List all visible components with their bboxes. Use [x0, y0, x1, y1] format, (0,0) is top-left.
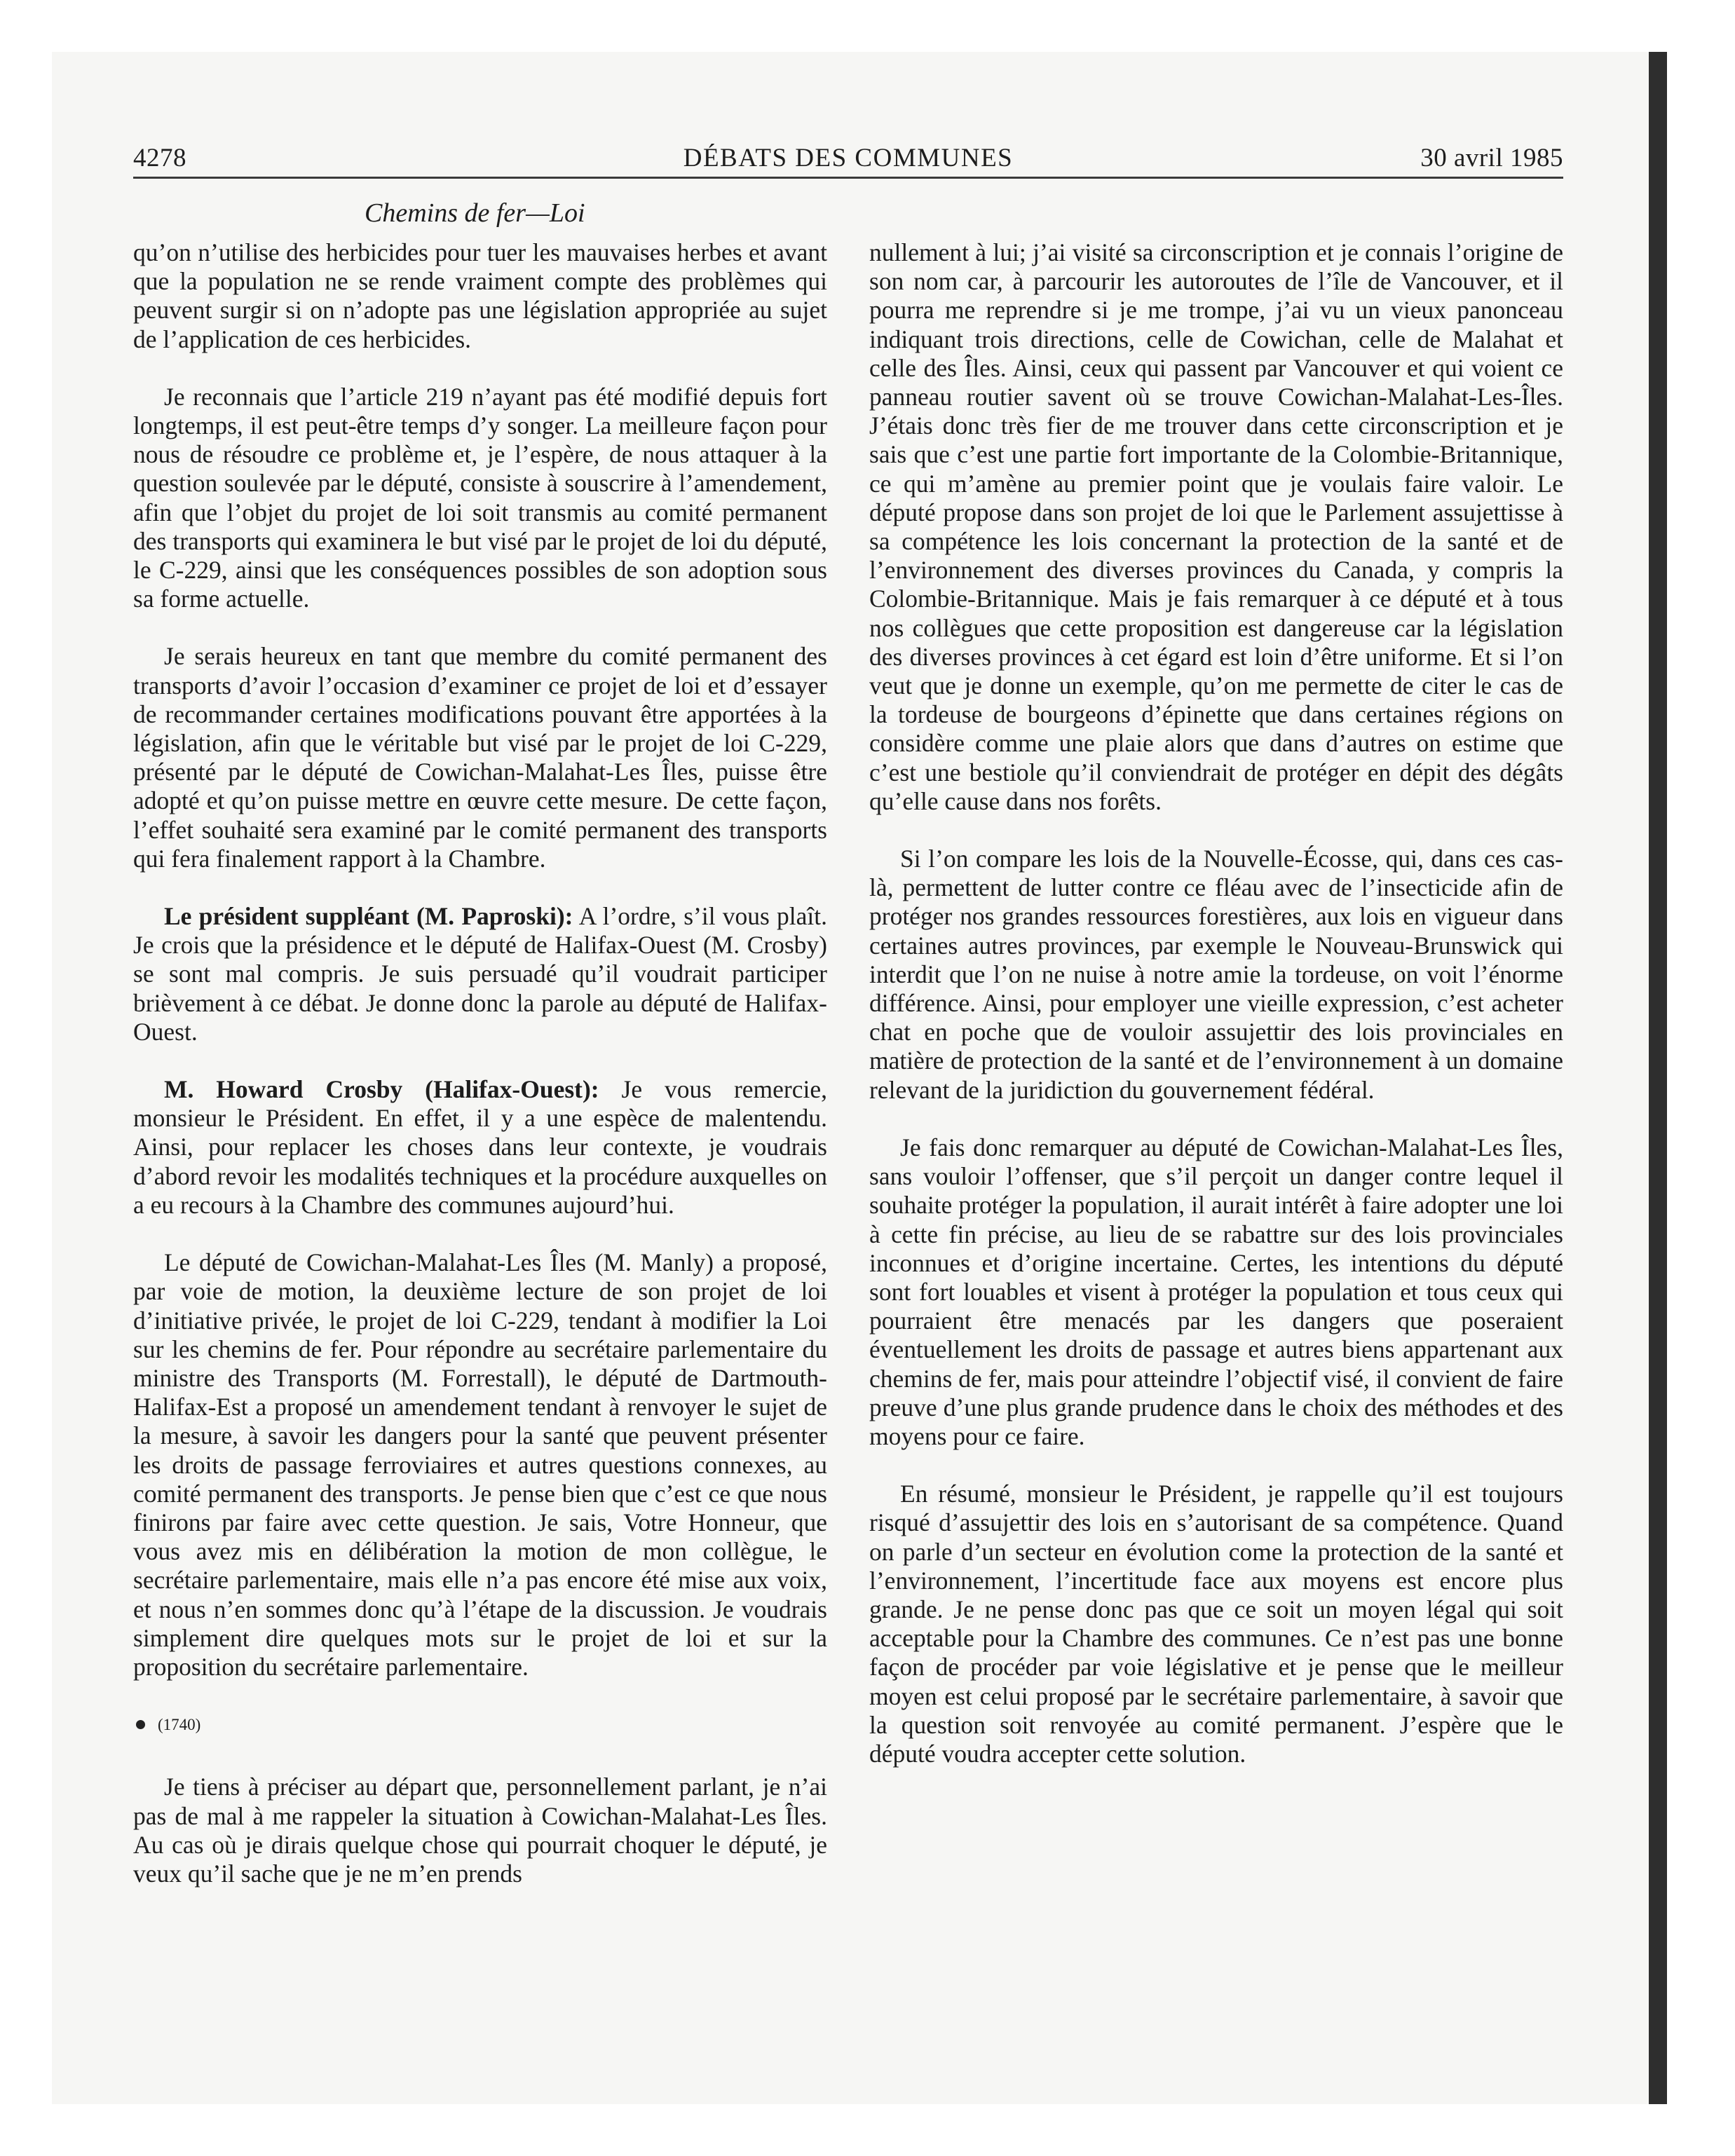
time-marker-text: (1740) — [158, 1716, 201, 1734]
speech-paproski — [133, 902, 827, 1046]
speech-text: A l’ordre, s’il vous plaît. Je crois que la présidence et le député de Halifax-Ouest (M. Crosby) se sont mal compris. Je suis persuadé qu’il voudrait participer brièvement à ce débat. Je donne donc la parole au député de Halifax-Ouest. — [133, 902, 827, 1046]
scan-edge-shadow — [1649, 52, 1667, 2104]
time-marker — [133, 1710, 827, 1739]
paragraph: qu’on n’utilise des herbicides pour tuer les mauvaises herbes et avant que la population ne se rende vraiment compte des problèmes qui peuvent surgir si on n’adopte pas une législation appropriée au sujet de l’application de ces herbicides. — [133, 238, 827, 353]
paragraph: Je serais heureux en tant que membre du comité permanent des transports d’avoir l’occasion d’examiner ce projet de loi et d’essayer de recommander certaines modifications pouvant être apportées à la législation, afin que le véritable but visé par le projet de loi C-229, présenté par le député de Cowichan-Malahat-Les Îles, puisse être adopté et qu’on puisse mettre en œuvre cette mesure. De cette façon, l’effet souhaité sera examiné par le comité permanent des transports qui fera finalement rapport à la Chambre. — [133, 642, 827, 873]
paragraph: Si l’on compare les lois de la Nouvelle-Écosse, qui, dans ces cas-là, permettent de lutter contre ce fléau avec de l’insecticide afin de protéger nos grandes ressources forestières, aux lois en vigueur dans certaines autres provinces, par exemple le Nouveau-Brunswick qui interdit que l’on ne nuise à notre amie la tordeuse, on voit l’énorme différence. Ainsi, pour employer une vieille expression, c’est acheter chat en poche que de vouloir assujettir des lois provinciales en matière de protection de la santé et de l’environnement à un domaine relevant de la juridiction du gouvernement fédéral. — [869, 845, 1563, 1104]
paragraph: Je tiens à préciser au départ que, personnellement parlant, je n’ai pas de mal à me rappeler la situation à Cowichan-Malahat-Les Îles. Au cas où je dirais quelque chose qui pourrait choquer le député, je veux qu’il sache que je ne m’en prends — [133, 1773, 827, 1888]
paragraph: nullement à lui; j’ai visité sa circonscription et je connais l’origine de son nom car, à parcourir les autoroutes de l’île de Vancouver, et il pourra me reprendre si je me trompe, j’ai vu un vieux panonceau indiquant trois directions, celle de Cowichan, celle de Malahat et celle des Îles. Ainsi, ceux qui passent par Vancouver et qui voient ce panneau routier savent où se trouve Cowichan-Malahat-Les-Îles. J’étais donc très fier de me trouver dans cette circonscription et je sais que c’est une partie fort importante de la Colombie-Britannique, ce qui m’amène au premier point que je voulais faire valoir. Le député propose dans son projet de loi que le Parlement assujettisse à sa compétence les lois concernant la protection de la santé et de l’environnement des diverses provinces du Canada, y compris la Colombie-Britannique. Mais je fais remarquer à ce député et à tous nos collègues que cette proposition est dangereuse car la législation des diverses provinces à cet égard est loin d’être uniforme. Et si l’on veut que je donne un exemple, qu’on me permette de citer le cas de la tordeuse de bourgeons d’épinette que dans certaines régions on considère comme une plaie alors que dans d’autres on estime que c’est une bestiole qu’il conviendrait de protéger en dépit des dégâts qu’elle cause dans nos forêts. — [869, 238, 1563, 815]
speech-text: Je vous remercie, monsieur le Président. En effet, il y a une espèce de malentendu. Ainsi, pour replacer les choses dans leur contexte, je voudrais d’abord revoir les modalités techniques et la procédure auxquelles on a eu recours à la Chambre des communes aujourd’hui. — [133, 1075, 827, 1219]
speech-crosby — [133, 1075, 827, 1220]
paragraph: Le député de Cowichan-Malahat-Les Îles (M. Manly) a proposé, par voie de motion, la deuxième lecture de son projet de loi d’initiative privée, le projet de loi C-229, tendant à modifier la Loi sur les chemins de fer. Pour répondre au secrétaire parlementaire du ministre des Transports (M. Forrestall), le député de Dartmouth-Halifax-Est a proposé un amendement tendant à renvoyer le sujet de la mesure, à savoir les dangers pour la santé que peuvent présenter les droits de passage ferroviaires et autres questions connexes, au comité permanent des transports. Je pense bien que c’est ce que nous finirons par faire avec cette question. Je sais, Votre Honneur, que vous avez mis en délibération la motion de mon collègue, le secrétaire parlementaire, mais elle n’a pas encore été mise aux voix, et nous n’en sommes donc qu’à l’étape de la discussion. Je voudrais simplement dire quelques mots sur le projet de loi et sur la proposition du secrétaire parlementaire. — [133, 1248, 827, 1681]
paragraph: Je fais donc remarquer au député de Cowichan-Malahat-Les Îles, sans vouloir l’offenser, que s’il perçoit un danger contre lequel il souhaite protéger la population, il aurait intérêt à faire adopter une loi à cette fin précise, au lieu de se rabattre sur des lois provinciales inconnues et d’origine incertaine. Certes, les intentions du député sont fort louables et visent à protéger la population et tous ceux qui pourraient être menacés par les dangers que poseraient éventuellement les droits de passage et autres biens appartenant aux chemins de fer, mais pour atteindre l’objectif visé, il convient de faire preuve d’une plus grande prudence dans le choix des méthodes et des moyens pour ce faire. — [869, 1133, 1563, 1450]
right-column — [869, 238, 1563, 1797]
subject-heading: Chemins de fer—Loi — [365, 198, 585, 228]
left-column — [133, 238, 827, 1917]
page-number: 4278 — [133, 144, 186, 172]
bullet-icon — [136, 1720, 145, 1729]
speaker-name: Le président suppléant (M. Paproski): — [164, 902, 573, 931]
running-header — [133, 143, 1563, 185]
paragraph: Je reconnais que l’article 219 n’ayant pas été modifié depuis fort longtemps, il est peut-être temps d’y songer. La meilleure façon pour nous de résoudre ce problème et, je l’espère, de nous attaquer à la question soulevée par le député, consiste à souscrire à l’amendement, afin que l’objet du projet de loi soit transmis au comité permanent des transports qui examinera le but visé par le projet de loi du député, le C-229, ainsi que les conséquences possibles de son adoption sous sa forme actuelle. — [133, 382, 827, 613]
header-rule — [133, 177, 1563, 179]
paragraph: En résumé, monsieur le Président, je rappelle qu’il est toujours risqué d’assujettir des lois en s’autorisant de sa compétence. Quand on parle d’un secteur en évolution come la protection de la santé et l’environnement, l’incertitude face aux moyens est encore plus grande. Je ne pense donc pas que ce soit un moyen légal qui soit acceptable pour la Chambre des communes. Ce n’est pas une bonne façon de procéder par voie législative et je pense que le meilleur moyen est celui proposé par le secrétaire parlementaire, à savoir que la question soit renvoyée au comité permanent. J’espère que le député voudra accepter cette solution. — [869, 1480, 1563, 1768]
header-date: 30 avril 1985 — [1420, 144, 1563, 172]
speaker-name: M. Howard Crosby (Halifax-Ouest): — [164, 1075, 599, 1104]
publication-title: DÉBATS DES COMMUNES — [683, 144, 1014, 172]
